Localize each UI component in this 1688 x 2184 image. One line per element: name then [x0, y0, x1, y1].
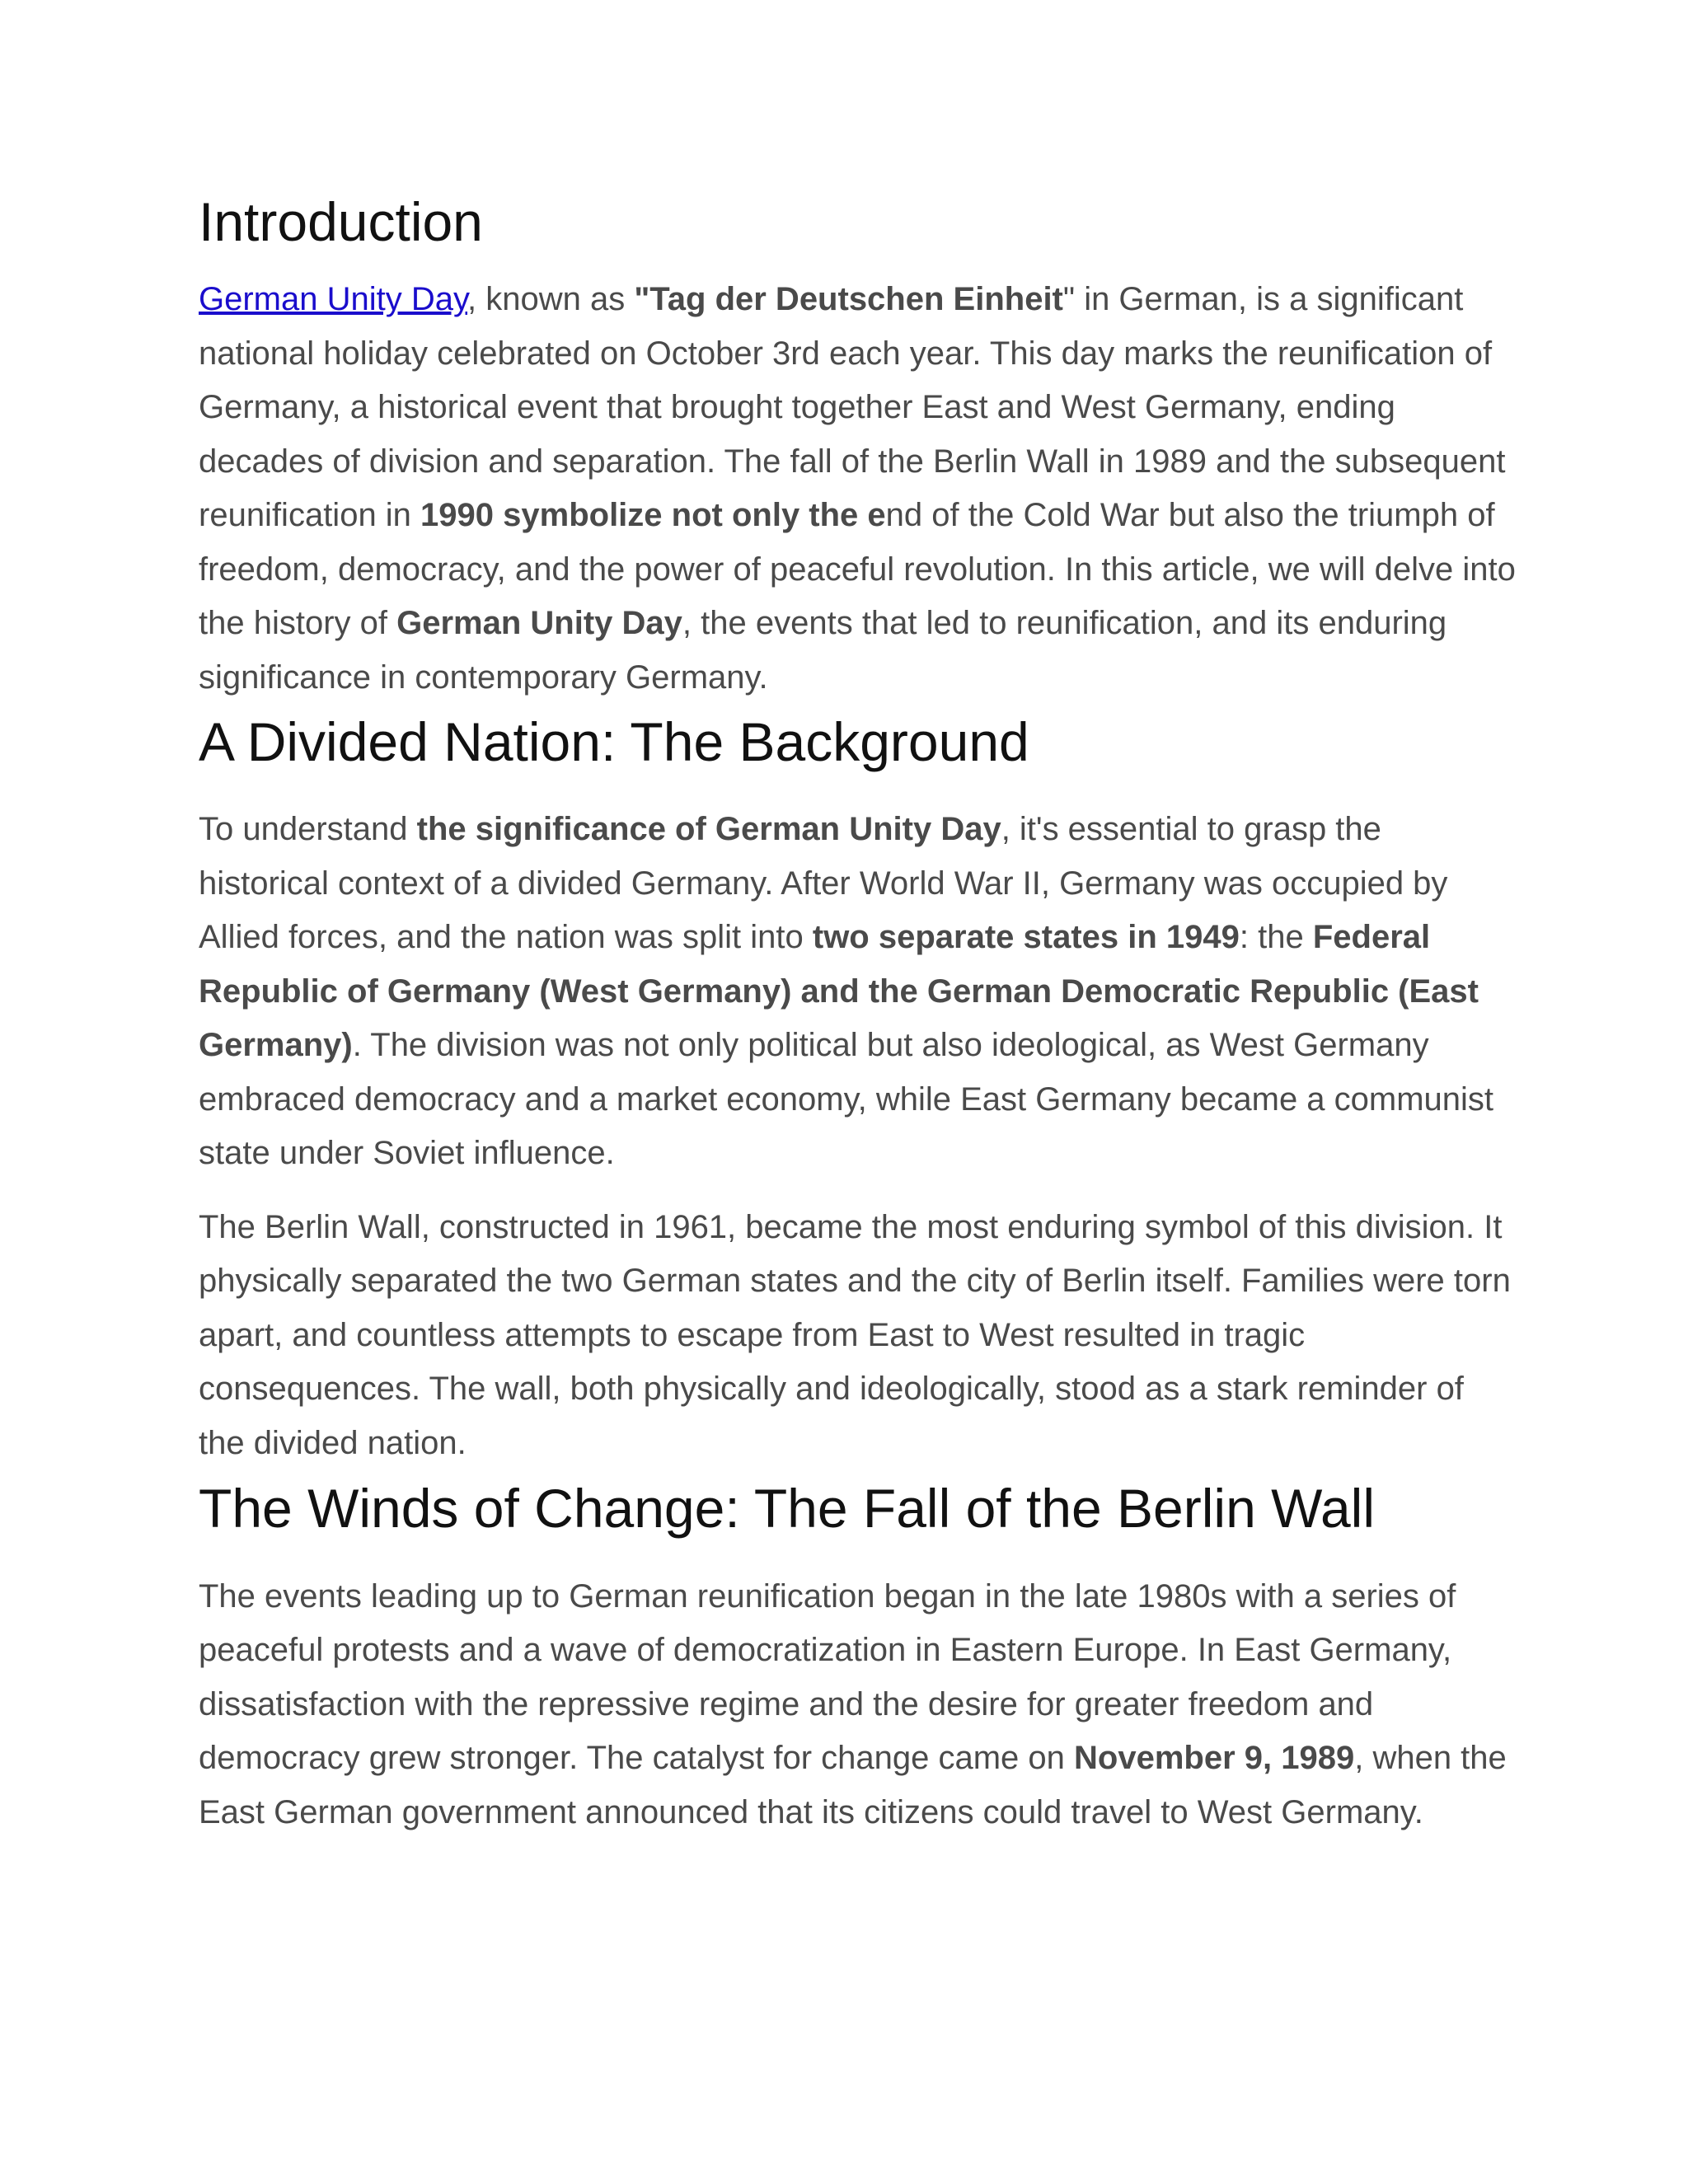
intro-paragraph: German Unity Day, known as "Tag der Deutschen Einheit" in German, is a significant national holiday celebrated on October 3rd each year. This day marks the reunification of Germany, a historical event that brought together East and West Germany, ending decades of division and separation. The fall of the Berlin Wall in 1989 and the subsequent reunification in 1990 symbolize not only the end of the Cold War but also the triumph of freedom, democracy, and the power of peaceful revolution. In this article, we will delve into the history of German Unity Day, the events that led to reunification, and its enduring significance in contemporary Germany.	[199, 281, 1516, 696]
section-heading-winds-of-change: The Winds of Change: The Fall of the Berlin Wall	[199, 1478, 1375, 1540]
divided-paragraph-1: To understand the significance of German Unity Day, it's essential to grasp the historical context of a divided Germany. After World War II, Germany was occupied by Allied forces, and the nation was split into two separate states in 1949: the Federal Republic of Germany (West Germany) and the German Democratic Republic (East Germany). The division was not only political but also ideological, as West Germany embraced democracy and a market economy, while East Germany became a communist state under Soviet influence.	[199, 811, 1494, 1172]
section-heading-divided-nation: A Divided Nation: The Background	[199, 711, 1029, 773]
winds-paragraph: The events leading up to German reunification began in the late 1980s with a series of peaceful protests and a wave of democratization in Eastern Europe. In East Germany, dissatisfaction with the repressive regime and the desire for greater freedom and democracy grew stronger. The catalyst for change came on November 9, 1989, when the East German government announced that its citizens could travel to West Germany.	[199, 1577, 1507, 1830]
divided-paragraph-2: The Berlin Wall, constructed in 1961, became the most enduring symbol of this division. It physically separated the two German states and the city of Berlin itself. Families were torn apart, and countless attempts to escape from East to West resulted in tragic consequences. The wall, both physically and ideologically, stood as a stark reminder of the divided nation.	[199, 1208, 1511, 1461]
section-heading-introduction: Introduction	[199, 191, 483, 252]
german-unity-day-link[interactable]: German Unity Day	[199, 281, 468, 318]
document-page	[199, 190, 1517, 1840]
